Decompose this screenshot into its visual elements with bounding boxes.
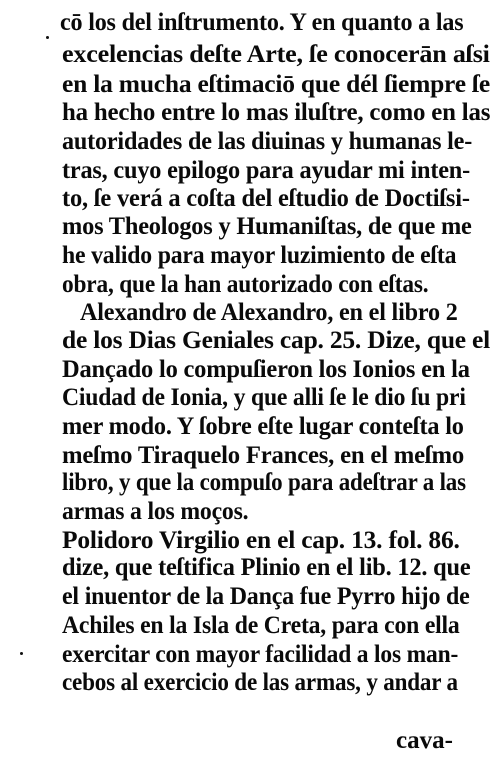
text-line: obra, que la han autorizado con eſtas. bbox=[62, 271, 429, 298]
text-line: autoridades de las diuinas y humanas le- bbox=[62, 128, 473, 155]
text-line: Dançado lo compuſieron los Ionios en la bbox=[62, 356, 470, 383]
text-line: Ciudad de Ionia, y que alli ſe le dio ſu pri bbox=[62, 384, 466, 411]
text-line: dize, que teſtifica Plinio en el lib. 12. que bbox=[62, 554, 471, 581]
catchword: cava- bbox=[396, 727, 453, 754]
text-line: el inuentor de la Dança fue Pyrro hijo de bbox=[62, 583, 470, 610]
text-line: libro, y que la compuſo para adeſtrar a las bbox=[62, 469, 466, 496]
text-line: en la mucha eſtimaciō que dél ſiempre ſe bbox=[62, 71, 490, 98]
text-line: tras, cuyo epilogo para ayudar mi inten- bbox=[62, 157, 471, 184]
text-line: Achiles en la Isla de Creta, para con ella bbox=[62, 612, 460, 639]
text-line: meſmo Tiraquelo Frances, en el meſmo bbox=[62, 442, 465, 469]
text-line: Polidoro Virgilio en el cap. 13. fol. 86. bbox=[62, 527, 460, 554]
text-line: to, ſe verá a coſta del eſtudio de Doctiſsi- bbox=[62, 185, 470, 212]
text-line: Alexandro de Alexandro, en el libro 2 bbox=[80, 299, 458, 326]
text-line: de los Dias Geniales cap. 25. Dize, que el bbox=[62, 327, 491, 354]
text-line: mos Theologos y Humaniſtas, de que me bbox=[62, 213, 472, 240]
text-line: ha hecho entre lo mas iluſtre, como en las bbox=[62, 99, 491, 126]
text-line: cebos al exercicio de las armas, y andar a bbox=[62, 669, 458, 696]
text-line: he valido para mayor luzimiento de eſta bbox=[62, 242, 457, 269]
text-line: excelencias deſte Arte, ſe conocerān aſsi bbox=[62, 41, 490, 68]
text-line: armas a los moços. bbox=[62, 498, 249, 525]
text-line: exercitar con mayor facilidad a los man- bbox=[62, 641, 459, 668]
ink-speck bbox=[46, 36, 49, 39]
ink-speck bbox=[20, 652, 23, 655]
text-line: cō los del inſtrumento. Y en quanto a las bbox=[60, 9, 464, 36]
text-line: mer modo. Y ſobre eſte lugar conteſta lo bbox=[62, 413, 464, 440]
